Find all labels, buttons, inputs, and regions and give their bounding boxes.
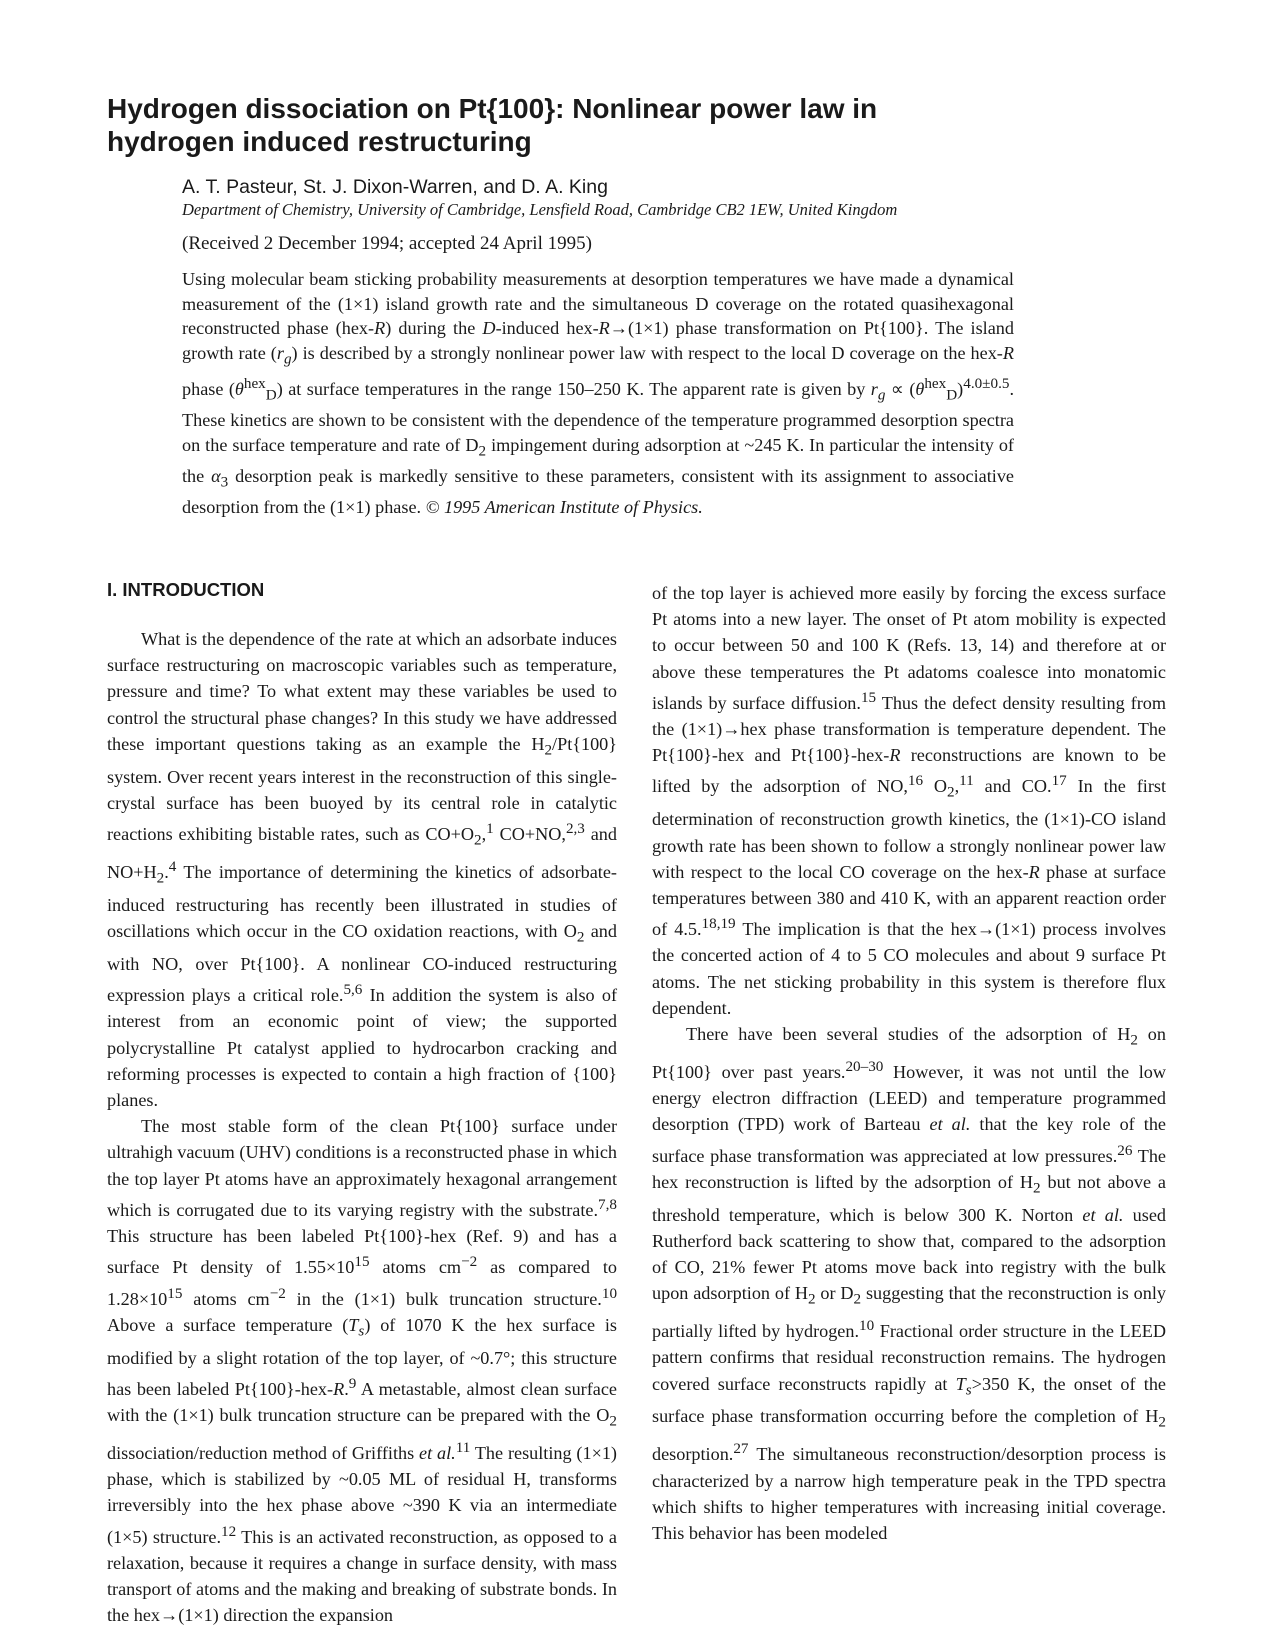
intro-paragraph-2: The most stable form of the clean Pt{100} surface under ultrahigh vacuum (UHV) conditions is a reconstructed phase in which the top layer Pt atoms have an approximately hexagonal arrangement which is corrugated due to its varying registry with the substrate.$^{7,8}$ This structure has been labeled Pt{100}-hex (Ref. 9) and has a surface Pt density of $1.55\times 10^{15}$ atoms $cm^{-2}$ as compared to $1.28\times 10^{15}$ atoms $cm^{-2}$ in the (1×1) bulk truncation structure.$^{10}$ Above a surface temperature $(T_s)$ of 1070 K the hex surface is modified by a slight rotation of the top layer, of ~0.7°; this structure has been labeled Pt{100}-hex-R.$^9$ A metastable, almost clean surface with the (1×1) bulk truncation structure can be prepared with the $O_2$ dissociation/reduction method of Griffiths et al.$^{11}$ The resulting (1×1) phase, which is stabilized by ~0.05 ML of residual H, transforms irreversibly into the hex phase above ~390 K via an intermediate (1×5) structure.$^{12}$ This is an activated reconstruction, as opposed to a relaxation, because it requires a change in surface density, with mass transport of atoms and the making and breaking of substrate bonds. In the hex→(1×1) direction the expansion: [107, 1116, 618, 1626]
right-column: [652, 580, 1166, 1546]
author-list: A. T. Pasteur, St. J. Dixon-Warren, and D. A. King: [182, 176, 608, 198]
intro-paragraph-1: What is the dependence of the rate at which an adsorbate induces surface restructuring on macroscopic variables such as temperature, pressure and time? To what extent may these variables be used to control the structural phase changes? In this study we have addressed these important questions taking as an example the $H_2/Pt\{100\}$ system. Over recent years interest in the reconstruction of this single-crystal surface has been buoyed by its central role in catalytic reactions exhibiting bistable rates, such as $CO+O_2,^1$ CO+NO,$^{2,3}$ and $NO+H_2.^4$ The importance of determining the kinetics of adsorbate-induced restructuring has recently been illustrated in studies of oscillations which occur in the CO oxidation reactions, with $O_2$ and with NO, over Pt{100}. A nonlinear CO-induced restructuring expression plays a critical role.$^{5,6}$ In addition the system is also of interest from an economic point of view; the supported polycrystalline Pt catalyst applied to hydrocarbon cracking and reforming processes is expected to contain a high fraction of {100} planes.: [107, 629, 617, 1110]
received-dates: (Received 2 December 1994; accepted 24 April 1995): [182, 233, 592, 254]
paper-title: Hydrogen dissociation on Pt{100}: Nonlinear power law in hydrogen induced restructuring: [107, 93, 878, 157]
intro-paragraph-3: There have been several studies of the adsorption of $H_2$ on Pt{100} over past years.$^{20-30}$ However, it was not until the low energy electron diffraction (LEED) and temperature programmed desorption (TPD) work of Barteau et al. that the key role of the surface phase transformation was appreciated at low pressures.$^{26}$ The hex reconstruction is lifted by the adsorption of $H_2$ but not above a threshold temperature, which is below 300 K. Norton et al. used Rutherford back scattering to show that, compared to the adsorption of CO, 21% fewer Pt atoms move back into registry with the bulk upon adsorption of $H_2$ or $D_2$ suggesting that the reconstruction is only partially lifted by hydrogen.$^{10}$ Fractional order structure in the LEED pattern confirms that residual reconstruction remains. The hydrogen covered surface reconstructs rapidly at $T_s>350$ K, the onset of the surface phase transformation occurring before the completion of $H_2$ desorption.$^{27}$ The simultaneous reconstruction/desorption process is characterized by a narrow high temperature peak in the TPD spectra which shifts to higher temperatures with increasing initial coverage. This behavior has been modeled: [652, 1024, 1166, 1543]
section-heading: I. INTRODUCTION: [107, 579, 265, 600]
abstract: Using molecular beam sticking probability measurements at desorption temperatures we have made a dynamical measurement of the (1×1) island growth rate and the simultaneous D coverage on the rotated quasihexagonal reconstructed phase (hex-R) during the D-induced hex-R→(1×1) phase transformation on Pt{100}. The island growth rate $(r_g)$ is described by a strongly nonlinear power law with respect to the local D coverage on the hex-R phase $(\theta^{hex}_D)$ at surface temperatures in the range 150–250 K. The apparent rate is given by $r_g \propto (\theta^{hex}_D)^{4.0\pm 0.5}$. These kinetics are shown to be consistent with the dependence of the temperature programmed desorption spectra on the surface temperature and rate of $D_2$ impingement during adsorption at ~245 K. In particular the intensity of the $\alpha_3$ desorption peak is markedly sensitive to these parameters, consistent with its assignment to associative desorption from the (1×1) phase. © 1995 American Institute of Physics.: [182, 269, 1014, 518]
affiliation: Department of Chemistry, University of Cambridge, Lensfield Road, Cambridge CB2 1EW, United Kingdom: [182, 200, 898, 219]
intro-paragraph-2-continued: of the top layer is achieved more easily by forcing the excess surface Pt atoms into a new layer. The onset of Pt atom mobility is expected to occur between 50 and 100 K (Refs. 13, 14) and therefore at or above these temperatures the Pt adatoms coalesce into monatomic islands by surface diffusion.$^{15}$ Thus the defect density resulting from the (1×1)→hex phase transformation is temperature dependent. The Pt{100}-hex and Pt{100}-hex-R reconstructions are known to be lifted by the adsorption of NO,$^{16}$ $O_2,^{11}$ and CO.$^{17}$ In the first determination of reconstruction growth kinetics, the (1×1)-CO island growth rate has been shown to follow a strongly nonlinear power law with respect to the local CO coverage on the hex-R phase at surface temperatures between 380 and 410 K, with an apparent reaction order of 4.5.$^{18,19}$ The implication is that the hex→(1×1) process involves the concerted action of 4 to 5 CO molecules and about 9 surface Pt atoms. The net sticking probability in this system is therefore flux dependent.: [652, 583, 1167, 1018]
left-column: [107, 578, 617, 1629]
